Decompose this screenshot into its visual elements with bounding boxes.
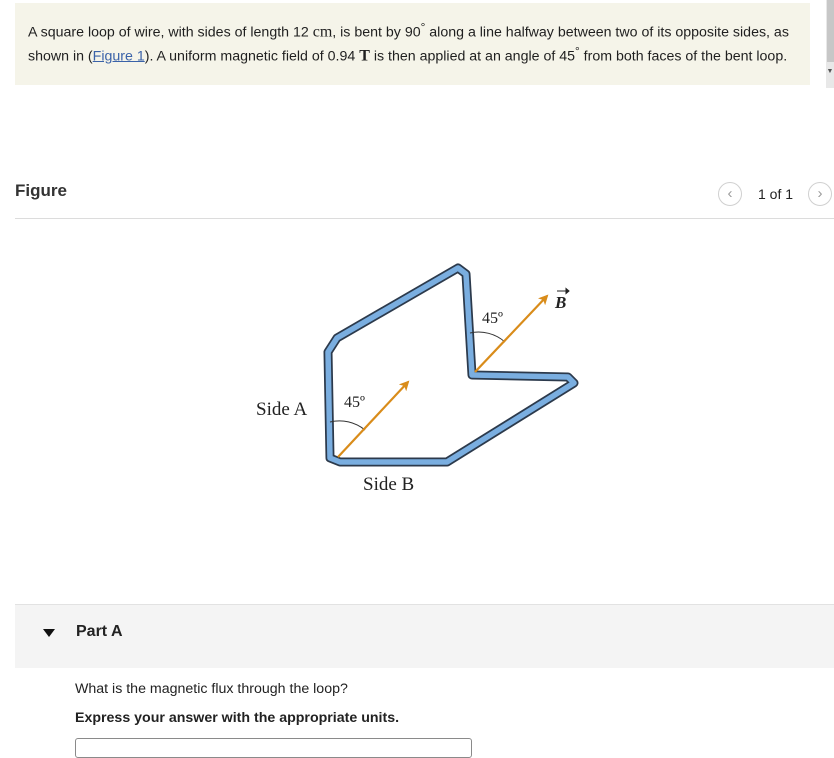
b-field-arrow-b (475, 296, 547, 372)
problem-text-5: is then applied at an angle of 45 (369, 48, 575, 65)
angle-label-b: 45º (482, 310, 503, 327)
degree-symbol: ° (420, 20, 426, 34)
problem-text-6: from both faces of the bent loop. (579, 48, 788, 65)
problem-text-3: along a line halfway between two of its opposite sides, as shown in ( (28, 24, 789, 65)
question-text: What is the magnetic flux through the loop? (75, 681, 348, 697)
scrollbar-thumb[interactable] (827, 0, 834, 62)
figure-title: Figure (15, 181, 67, 200)
answer-input[interactable] (75, 738, 472, 758)
problem-text-1: A square loop of wire, with sides of length 12 (28, 24, 313, 41)
scroll-down-icon[interactable]: ▼ (826, 68, 834, 75)
chevron-right-icon[interactable]: › (808, 182, 832, 206)
problem-text-4: ). A uniform magnetic field of 0.94 (144, 48, 360, 65)
angle-arc-b (470, 332, 505, 342)
figure-link[interactable]: Figure 1 (92, 48, 145, 65)
part-a-header[interactable] (15, 604, 834, 668)
figure-pager (718, 182, 834, 208)
unit-cm: cm (312, 23, 333, 41)
wire-loop (328, 268, 574, 462)
page-indicator: 1 of 1 (758, 186, 794, 202)
chevron-left-icon[interactable]: ‹ (718, 182, 742, 206)
unit-tesla: T (359, 47, 370, 65)
angle-arc-a (330, 421, 365, 430)
figure-divider (15, 218, 834, 219)
instruction-text: Express your answer with the appropriate units. (75, 710, 400, 726)
part-a-label: Part A (76, 623, 123, 640)
side-a-label: Side A (256, 399, 308, 420)
degree-symbol: ° (575, 43, 580, 58)
problem-statement (15, 3, 810, 85)
angle-label-a: 45º (344, 394, 365, 411)
b-field-label: B (555, 293, 567, 312)
side-b-label: Side B (363, 474, 415, 495)
caret-down-icon[interactable] (43, 629, 55, 637)
wire-loop-outline (328, 268, 574, 462)
figure-image (0, 220, 834, 600)
problem-text-2: , is bent by 90 (332, 24, 421, 41)
